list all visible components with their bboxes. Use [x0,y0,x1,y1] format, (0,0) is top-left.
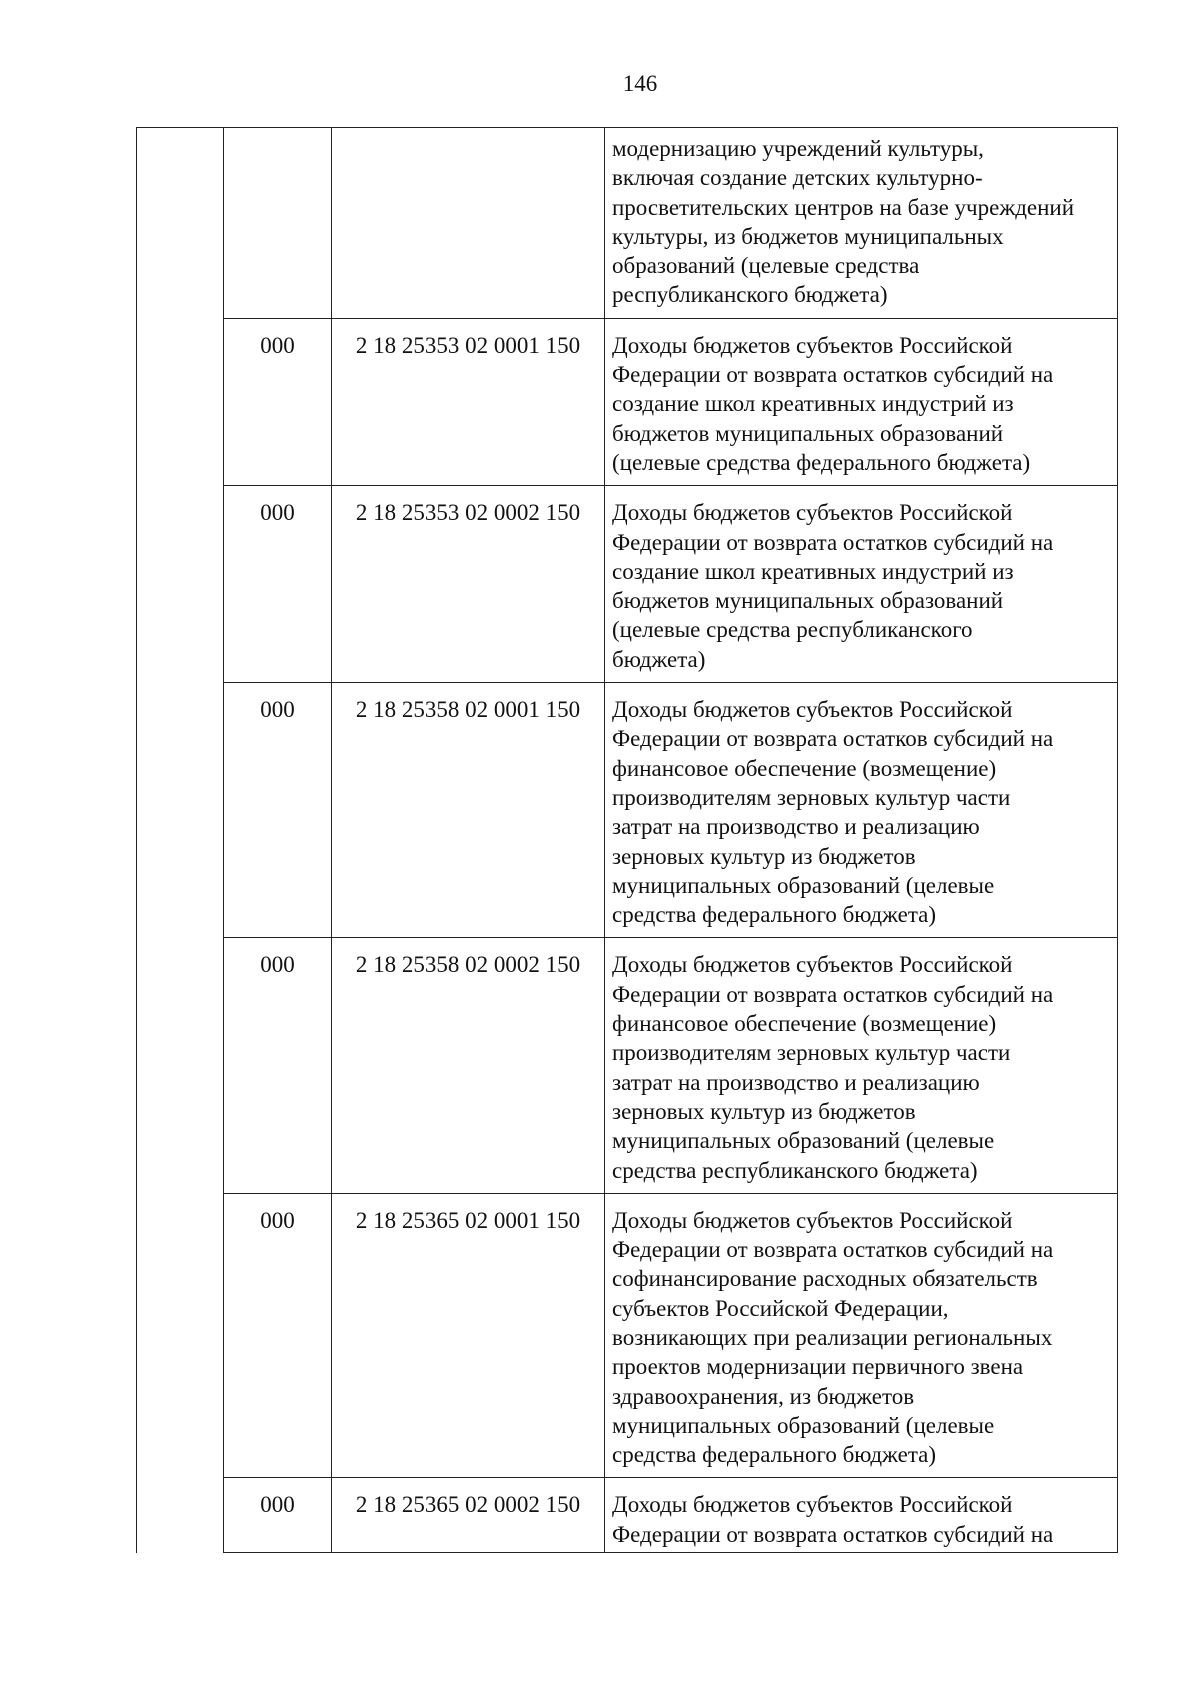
description-line: затрат на производство и реализацию [612,814,980,840]
description-cell [605,486,1118,683]
description-cell [605,128,1118,319]
description-line: муниципальных образований (целевые [612,1128,995,1154]
description-line: здравоохранения, из бюджетов [612,1383,915,1409]
description-line: Доходы бюджетов субъектов Российской [612,697,1013,723]
admin-code-cell: 000 [224,1478,332,1553]
page-number: 146 [622,71,658,96]
description-line: муниципальных образований (целевые [612,1412,995,1438]
row-number-cell [137,128,224,319]
table-body [137,128,1118,1553]
description-line: культуры, из бюджетов муниципальных [612,223,1004,249]
description-cell [605,318,1118,485]
description-line: финансовое обеспечение (возмещение) [612,755,997,781]
description-line: проектов модернизации первичного звена [612,1354,1024,1380]
row-number-cell [137,486,224,683]
description-cell [605,1193,1118,1478]
description-line: софинансирование расходных обязательств [612,1266,1038,1292]
description-line: Федерации от возврата остатков субсидий на [612,981,1054,1007]
description-line: зерновых культур из бюджетов [612,843,916,869]
table-row [137,1478,1118,1553]
description-line: производителям зерновых культур части [612,1040,1011,1066]
description-line: Федерации от возврата остатков субсидий на [612,362,1054,388]
description-line: зерновых культур из бюджетов [612,1098,916,1124]
description-line: Федерации от возврата остатков субсидий на [612,1237,1054,1263]
row-number-cell [137,1478,224,1553]
description-line: Доходы бюджетов субъектов Российской [612,952,1013,978]
description-line: Федерации от возврата остатков субсидий на [612,529,1054,555]
description-line: (целевые средства республиканского [612,617,973,643]
description-line: муниципальных образований (целевые [612,872,995,898]
description-line: возникающих при реализации региональных [612,1324,1053,1350]
budget-code-cell: 2 18 25358 02 0002 150 [332,938,605,1193]
description-line: субъектов Российской Федерации, [612,1295,949,1321]
budget-codes-table [136,127,1118,1553]
description-line: создание школ креативных индустрий из [612,558,1014,584]
description-line: Доходы бюджетов субъектов Российской [612,1207,1013,1233]
description-line: Доходы бюджетов субъектов Российской [612,1492,1013,1518]
description-line: образований (целевые средства [612,253,920,279]
description-line: производителям зерновых культур части [612,784,1011,810]
description-line: бюджетов муниципальных образований [612,420,1004,446]
description-cell [605,683,1118,938]
budget-code-cell: 2 18 25365 02 0002 150 [332,1478,605,1553]
description-line: финансовое обеспечение (возмещение) [612,1011,997,1037]
budget-code-cell: 2 18 25365 02 0001 150 [332,1193,605,1478]
row-number-cell [137,318,224,485]
description-line: средства федерального бюджета) [612,1442,937,1468]
description-cell [605,938,1118,1193]
description-line: создание школ креативных индустрий из [612,391,1014,417]
admin-code-cell: 000 [224,938,332,1193]
description-line: модернизацию учреждений культуры, [612,136,984,161]
description-line: Федерации от возврата остатков субсидий на [612,1521,1054,1547]
table-row [137,683,1118,938]
admin-code-cell [224,128,332,319]
table-row [137,486,1118,683]
row-number-cell [137,1193,224,1478]
description-line: просветительских центров на базе учреждений [612,194,1075,220]
budget-code-cell: 2 18 25353 02 0002 150 [332,486,605,683]
row-number-cell [137,683,224,938]
budget-code-cell [332,128,605,319]
admin-code-cell: 000 [224,1193,332,1478]
description-line: включая создание детских культурно- [612,165,983,191]
table-row [137,318,1118,485]
budget-code-cell: 2 18 25358 02 0001 150 [332,683,605,938]
description-line: (целевые средства федерального бюджета) [612,449,1031,475]
table-row [137,938,1118,1193]
description-cell [605,1478,1118,1553]
description-line: Доходы бюджетов субъектов Российской [612,332,1013,358]
admin-code-cell: 000 [224,486,332,683]
description-line: средства республиканского бюджета) [612,1157,978,1183]
admin-code-cell: 000 [224,683,332,938]
description-line: Доходы бюджетов субъектов Российской [612,500,1013,526]
row-number-cell [137,938,224,1193]
description-line: затрат на производство и реализацию [612,1069,980,1095]
admin-code-cell: 000 [224,318,332,485]
table-row [137,1193,1118,1478]
description-line: Федерации от возврата остатков субсидий на [612,726,1054,752]
budget-code-cell: 2 18 25353 02 0001 150 [332,318,605,485]
table-row [137,128,1118,319]
description-line: республиканского бюджета) [612,282,888,308]
description-line: средства федерального бюджета) [612,902,937,928]
description-line: бюджета) [612,646,706,672]
description-line: бюджетов муниципальных образований [612,588,1004,614]
